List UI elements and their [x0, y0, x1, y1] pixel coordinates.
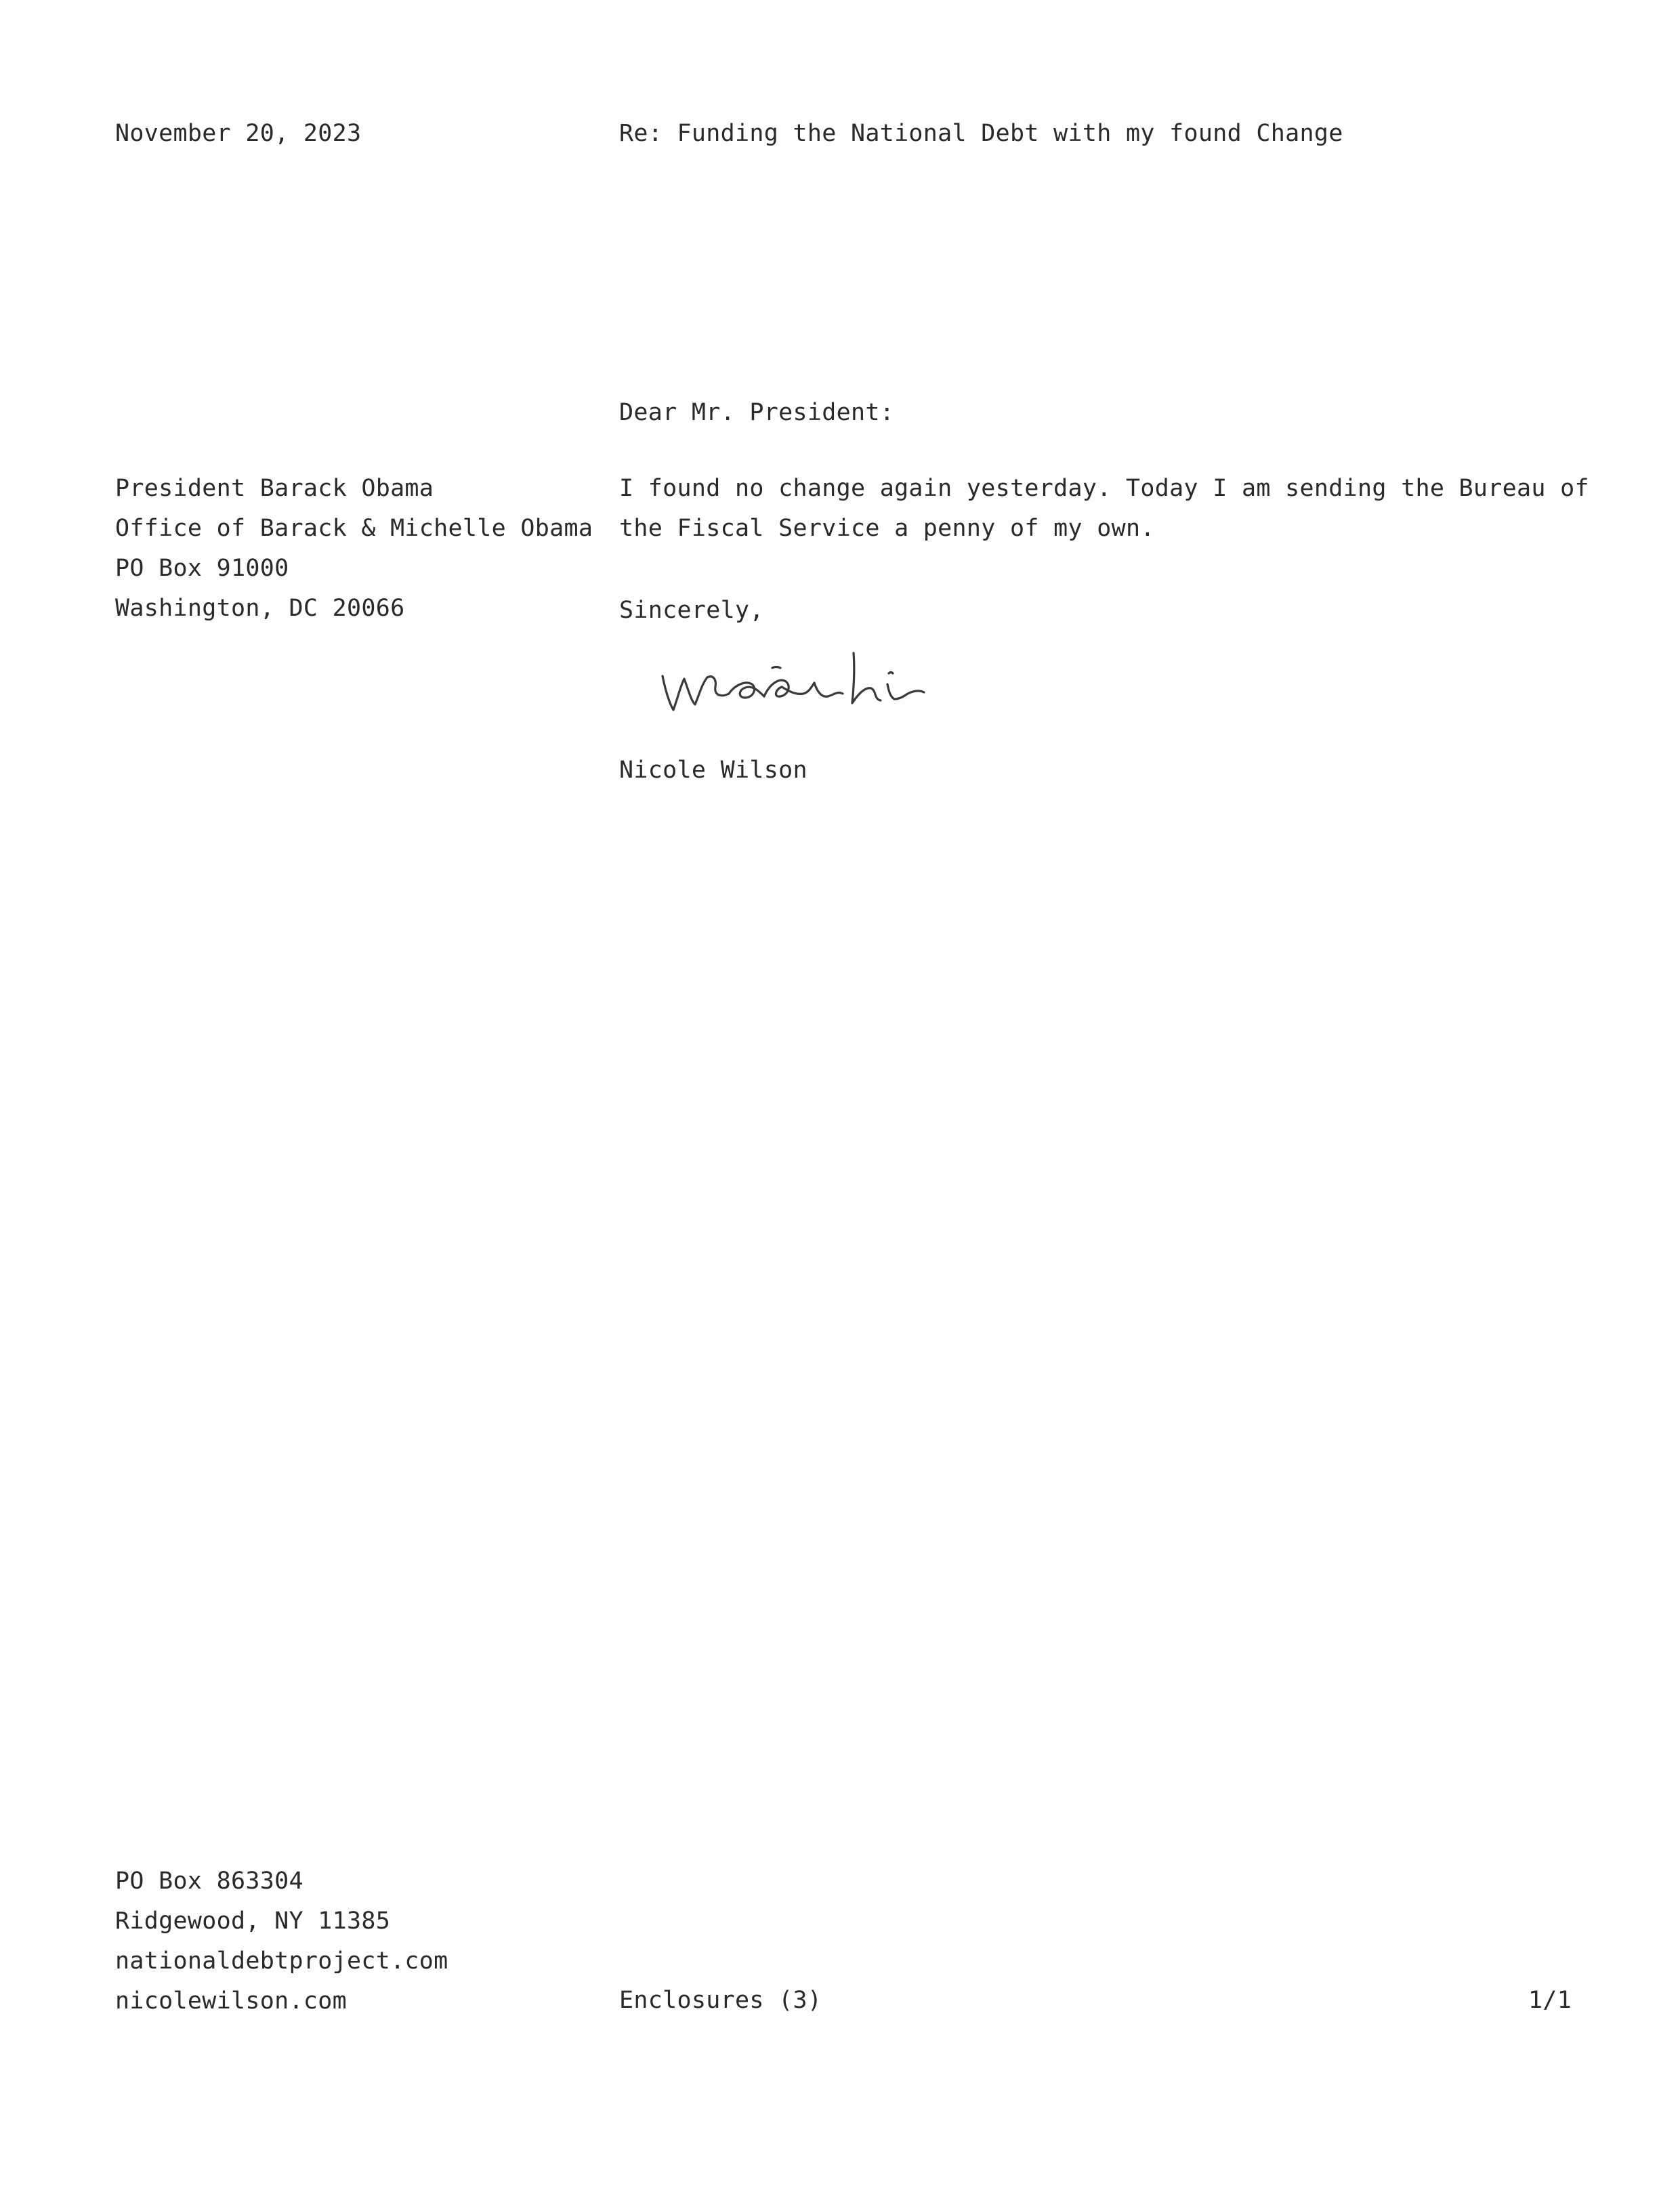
recipient-name: President Barack Obama — [115, 475, 434, 502]
sender-address — [115, 1861, 448, 2021]
recipient-address — [115, 469, 593, 629]
letter-date: November 20, 2023 — [115, 120, 362, 147]
page-number: 1/1 — [1528, 1987, 1572, 2014]
letter-subject: Re: Funding the National Debt with my found Change — [619, 120, 1343, 147]
sender-po-box: PO Box 863304 — [115, 1868, 303, 1895]
letter-body — [619, 469, 1589, 549]
closing: Sincerely, — [619, 597, 764, 624]
signer-name: Nicole Wilson — [619, 757, 807, 784]
sender-website-project: nationaldebtproject.com — [115, 1948, 448, 1975]
recipient-city: Washington, DC 20066 — [115, 595, 405, 622]
recipient-po-box: PO Box 91000 — [115, 555, 289, 582]
recipient-office: Office of Barack & Michelle Obama — [115, 515, 593, 542]
body-line: I found no change again yesterday. Today I am sending the Bureau of — [619, 475, 1589, 502]
sender-city: Ridgewood, NY 11385 — [115, 1908, 391, 1935]
handwritten-signature — [650, 637, 969, 725]
sender-website-personal: nicolewilson.com — [115, 1987, 347, 2015]
salutation: Dear Mr. President: — [619, 399, 895, 426]
body-line: the Fiscal Service a penny of my own. — [619, 515, 1155, 542]
enclosures-note: Enclosures (3) — [619, 1987, 822, 2014]
